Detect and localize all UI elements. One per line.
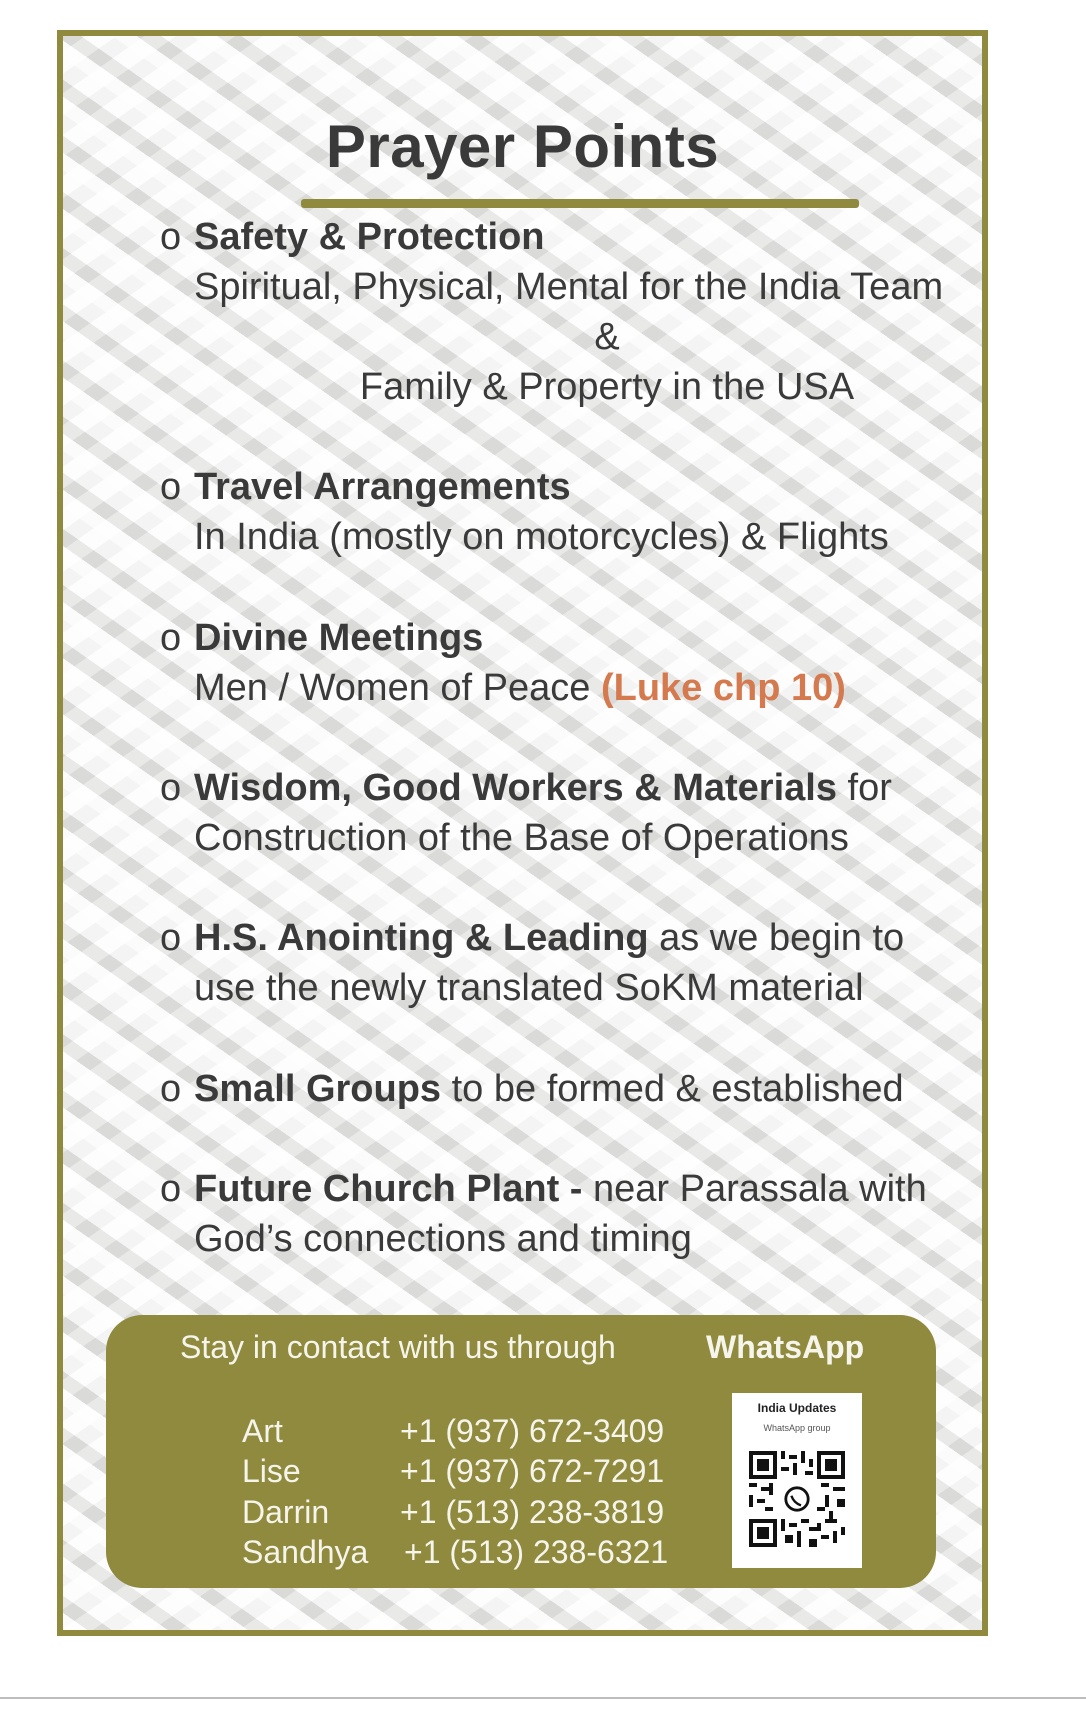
prayer-item-detail: & [594,316,620,358]
contact-lead: Stay in contact with us through [180,1329,616,1365]
prayer-item-detail: Family & Property in the USA [359,366,855,408]
page-divider [0,1697,1086,1699]
prayer-item-heading: Wisdom, Good Workers & Materials [194,767,837,809]
prayer-item-safety [160,212,1020,412]
prayer-item-heading: H.S. Anointing & Leading [194,917,649,959]
prayer-item-heading-tail: as we begin to [648,917,905,959]
prayer-item-meetings [160,613,1020,713]
contact-phone[interactable]: +1 (513) 238-6321 [404,1534,669,1570]
prayer-item-heading-tail: near Parassala with [582,1168,927,1210]
prayer-item-anointing [160,913,1020,1013]
contact-name: Darrin [242,1494,330,1530]
contact-phone[interactable]: +1 (937) 672-7291 [400,1453,665,1489]
prayer-item-detail: God’s connections and timing [194,1218,692,1260]
contact-row [242,1534,692,1574]
prayer-item-detail: Men / Women of Peace [194,667,601,709]
scripture-reference: (Luke chp 10) [600,667,846,709]
contact-name: Lise [242,1453,301,1489]
bullet-marker: o [160,1168,182,1210]
page-title: Prayer Points [325,113,720,180]
prayer-item-detail: In India (mostly on motorcycles) & Flights [194,516,889,558]
contact-panel [106,1315,936,1588]
bullet-marker: o [160,917,182,959]
contact-row [242,1413,692,1453]
prayer-item-heading-tail: to be formed & established [441,1068,904,1110]
bullet-marker: o [160,466,182,508]
prayer-item-heading-tail: for [836,767,892,809]
contact-name: Sandhya [242,1534,369,1570]
contact-phone[interactable]: +1 (513) 238-3819 [400,1494,665,1530]
qr-subtitle: WhatsApp group [763,1423,831,1433]
contact-row [242,1494,692,1534]
prayer-item-heading: Divine Meetings [194,617,484,659]
qr-title: India Updates [757,1401,837,1415]
contact-row [242,1453,692,1493]
bullet-marker: o [160,617,182,659]
prayer-item-heading: Travel Arrangements [194,466,571,508]
bullet-marker: o [160,1068,182,1110]
prayer-item-detail: Construction of the Base of Operations [194,817,849,859]
whatsapp-label: WhatsApp [706,1329,865,1365]
prayer-item-heading: Safety & Protection [194,216,545,258]
prayer-item-detail: Spiritual, Physical, Mental for the India Team [194,266,944,308]
prayer-item-heading: Future Church Plant - [194,1168,583,1210]
qr-card[interactable] [732,1393,862,1568]
qr-code-icon[interactable] [749,1451,845,1547]
prayer-item-detail: use the newly translated SoKM material [194,967,864,1009]
contact-name: Art [242,1413,283,1449]
bullet-marker: o [160,216,182,258]
prayer-item-small-groups [160,1064,1020,1114]
prayer-item-travel [160,462,1020,562]
bullet-marker: o [160,767,182,809]
contact-phone[interactable]: +1 (937) 672-3409 [400,1413,665,1449]
prayer-item-church-plant [160,1164,1020,1264]
prayer-item-heading: Small Groups [194,1068,442,1110]
prayer-item-wisdom [160,763,1020,863]
title-underline [301,199,859,208]
